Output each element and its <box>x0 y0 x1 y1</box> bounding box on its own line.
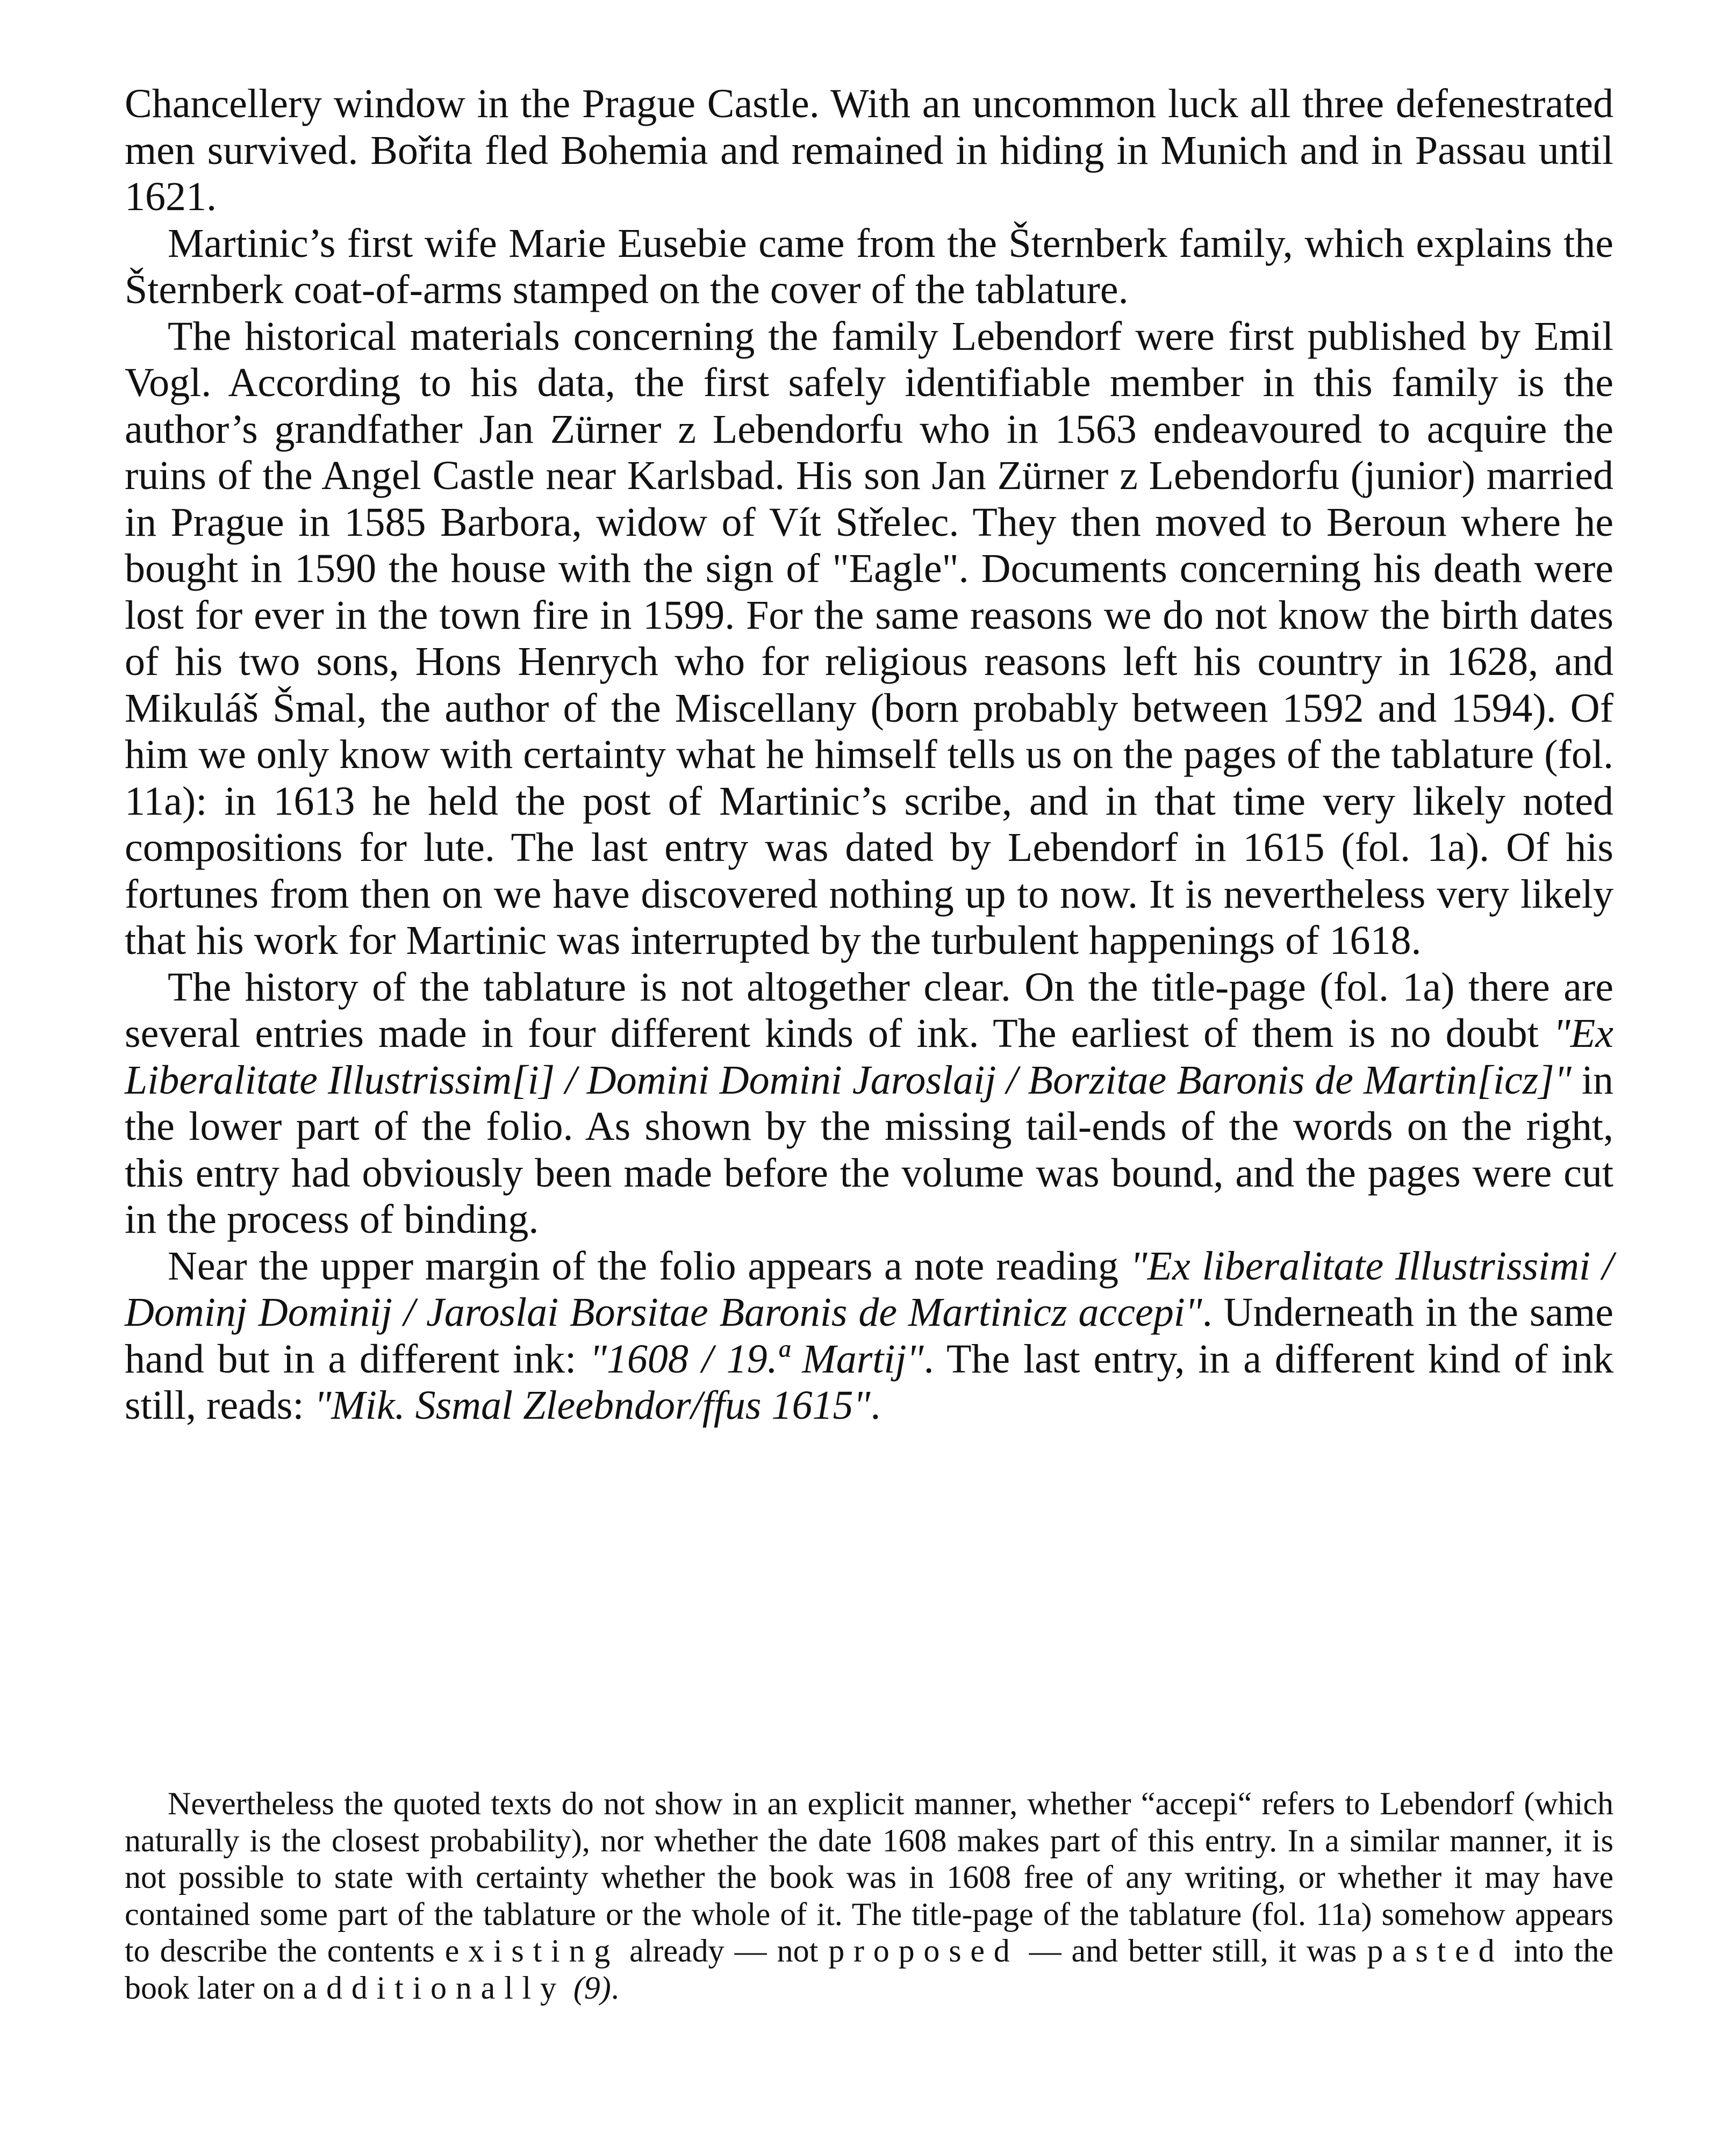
text-run: . Underneath in the same hand but in a different ink: <box>125 1290 1614 1382</box>
spaced-word: existing <box>444 1933 620 1969</box>
italic-quote: "1608 / 19.ª Martij" <box>590 1336 924 1382</box>
paragraph-5 <box>125 1243 1613 1429</box>
paragraph-2 <box>125 220 1613 313</box>
main-text <box>125 81 1613 1429</box>
italic-quote: "Mik. Ssmal Zleebndor/ffus 1615" <box>314 1383 871 1428</box>
text-run: . The last entry, in a different kind of ink still, reads: <box>125 1336 1613 1428</box>
italic-quote: "Ex liberalitate Illustrissimi / Dominj Dominij / Jaroslai Borsitae Baronis de Martinicz accepi" <box>125 1243 1613 1335</box>
footnote-paragraph <box>125 1785 1613 2006</box>
spaced-word: additionally <box>303 1970 565 2006</box>
spaced-word: proposed <box>828 1933 1019 1969</box>
text-run: into the book later on <box>125 1933 1613 2006</box>
text-run <box>565 1970 573 2006</box>
paragraph-1 <box>125 81 1613 220</box>
text-run: already — not <box>619 1933 829 1969</box>
text-run: Martinic’s first wife Marie Eusebie came from the Šternberk family, which explains the Šternberk coat-of-arms stamped on the cover of the tablature. <box>125 220 1613 312</box>
text-run: — and better still, it was <box>1018 1933 1367 1969</box>
note-reference: (9) <box>573 1970 611 2006</box>
paragraph-3 <box>125 313 1613 964</box>
paragraph-4 <box>125 964 1613 1243</box>
text-run: . <box>870 1383 881 1428</box>
footnote <box>125 1785 1613 2006</box>
text-run: The historical materials concerning the family Lebendorf were first published by Emil Vogl. According to his data, the first safely identifiable member in this family is the author’s grandfather Jan Zürner z Lebendorfu who in 1563 endeavoured to acquire the ruins of the Angel Castle near Karlsbad. His son Jan Zürner z Lebendorfu (junior) married in Prague in 1585 Barbora, widow of Vít Střelec. They then moved to Beroun where he bought in 1590 the house with the sign of "Eagle". Documents concerning his death were lost for ever in the town fire in 1599. For the same reasons we do not know the birth dates of his two sons, Hons Henrych who for religious reasons left his country in 1628, and Mikuláš Šmal, the author of the Miscellany (born probably between 1592 and 1594). Of him we only know with certainty what he himself tells us on the pages of the tablature (fol. 11a): in 1613 he held the post of Martinic’s scribe, and in that time very likely noted compositions for lute. The last entry was dated by Lebendorf in 1615 (fol. 1a). Of his fortunes from then on we have discovered nothing up to now. It is nevertheless very likely that his work for Martinic was interrupted by the turbulent happenings of 1618. <box>125 313 1613 963</box>
text-run: Near the upper margin of the folio appears a note reading <box>168 1243 1130 1289</box>
spaced-word: pasted <box>1367 1933 1504 1969</box>
text-run: The history of the tablature is not altogether clear. On the title-page (fol. 1a) there are several entries made in four different kinds of ink. The earliest of them is no doubt <box>125 964 1613 1056</box>
text-run: in the lower part of the folio. As shown by the missing tail-ends of the words on the right, this entry had obviously been made before the volume was bound, and the pages were cut in the process of binding. <box>125 1057 1613 1242</box>
text-run: Nevertheless the quoted texts do not show in an explicit manner, whether “accepi“ refers to Lebendorf (which naturally is the closest probability), nor whether the date 1608 makes part of this entry. In a similar manner, it is not possible to state with certainty whether the book was in 1608 free of any writing, or whether it may have contained some part of the tablature or the whole of it. The title-page of the tablature (fol. 11a) somehow appears to describe the contents <box>125 1786 1613 1969</box>
text-run: . <box>611 1970 619 2006</box>
italic-quote: "Ex Liberalitate Illustrissim[i] / Domini Domini Jaroslaij / Borzitae Baronis de Martin[icz]" <box>125 1011 1613 1103</box>
text-run: Chancellery window in the Prague Castle. With an uncommon luck all three defenestrated men survived. Bořita fled Bohemia and remained in hiding in Munich and in Passau until 1621. <box>125 81 1613 219</box>
